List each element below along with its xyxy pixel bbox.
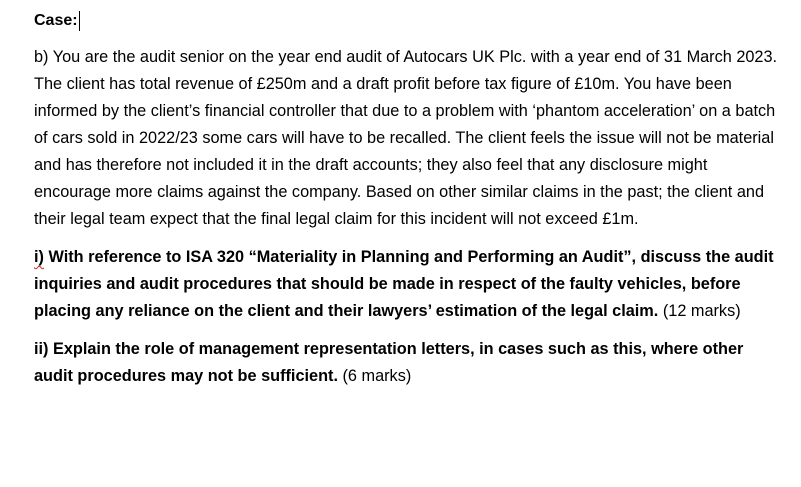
- document-body[interactable]: [34, 8, 784, 390]
- question-i: [34, 244, 784, 325]
- case-heading: Case:: [34, 12, 78, 29]
- scenario-paragraph: b) You are the audit senior on the year end audit of Autocars UK Plc. with a year end of 31 March 2023. The client has total revenue of £250m and a draft profit before tax figure of £10m. You have been informed by the client’s financial controller that due to a problem with ‘phantom acceleration’ on a batch of cars sold in 2022/23 some cars will have to be recalled. The client feels the issue will not be material and has therefore not included it in the draft accounts; they also feel that any disclosure might encourage more claims against the company. Based on other similar claims in the past; the client and their legal team expect that the final legal claim for this incident will not exceed £1m.: [34, 48, 778, 228]
- question-ii: [34, 336, 784, 390]
- question-i-number: i): [34, 248, 44, 266]
- question-ii-text: ii) Explain the role of management representation letters, in cases such as this, where other audit procedures may not be sufficient.: [34, 340, 744, 385]
- text-cursor: [79, 11, 80, 31]
- question-i-text: With reference to ISA 320 “Materiality in Planning and Performing an Audit”, discuss the audit inquiries and audit procedures that should be made in respect of the faulty vehicles, before placing any reliance on the client and their lawyers’ estimation of the legal claim.: [34, 248, 774, 320]
- question-i-marks: (12 marks): [658, 302, 741, 320]
- case-heading-line[interactable]: [34, 8, 784, 34]
- question-ii-marks: (6 marks): [337, 367, 412, 385]
